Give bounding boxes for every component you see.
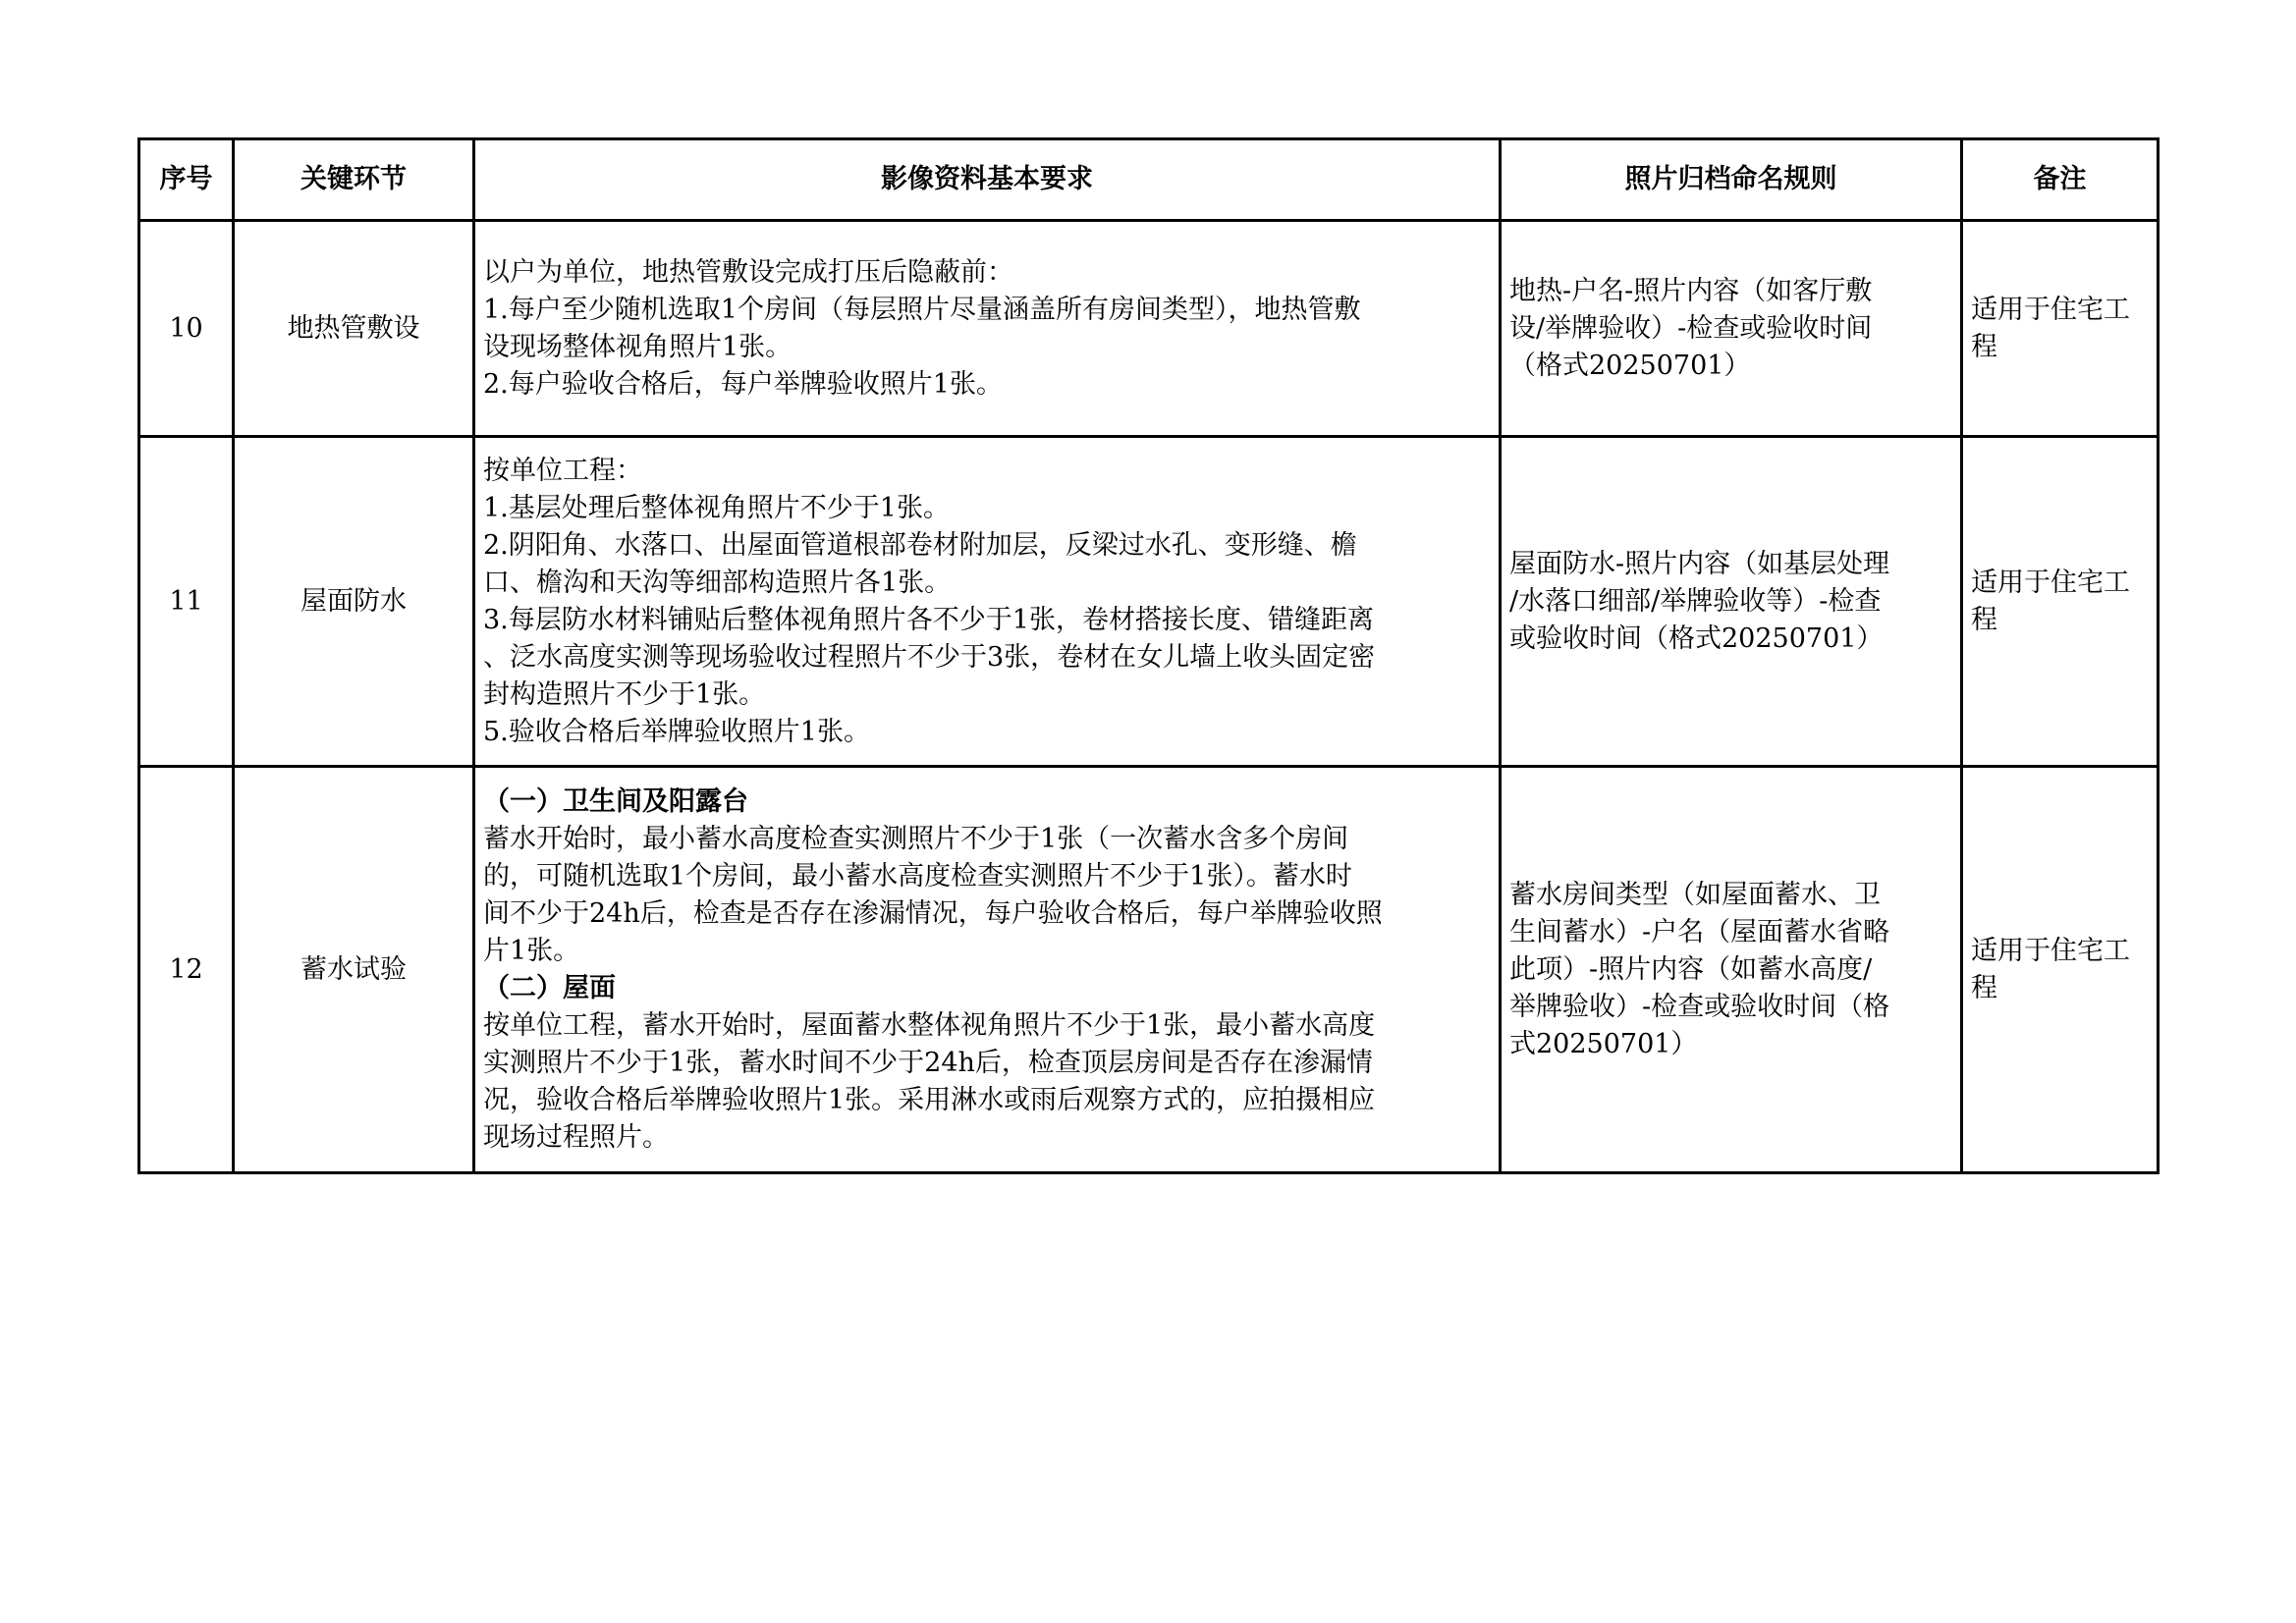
naming-line: 此项）-照片内容（如蓄水高度/ <box>1509 953 1873 985</box>
row-requirements <box>474 221 1501 437</box>
remark-line: 适用于住宅工 <box>1971 294 2130 325</box>
requirement-line: 2.阴阳角、水落口、出屋面管道根部卷材附加层，反梁过水孔、变形缝、檐 <box>483 529 1357 561</box>
requirement-line: 5.验收合格后举牌验收照片1张。 <box>483 716 870 747</box>
naming-line: （格式20250701） <box>1509 350 1751 381</box>
table-row <box>139 767 2159 1173</box>
row-remark <box>1962 767 2159 1173</box>
requirement-line: 设现场整体视角照片1张。 <box>483 331 793 362</box>
requirement-line: 况，验收合格后举牌验收照片1张。采用淋水或雨后观察方式的，应拍摄相应 <box>483 1084 1376 1115</box>
row-remark <box>1962 437 2159 767</box>
remark-line: 适用于住宅工 <box>1971 567 2130 598</box>
row-remark <box>1962 221 2159 437</box>
requirement-line: 2.每户验收合格后，每户举牌验收照片1张。 <box>483 368 1003 400</box>
row-no: 11 <box>139 437 234 767</box>
naming-line: 地热-户名-照片内容（如客厅敷 <box>1509 275 1873 306</box>
row-no: 12 <box>139 767 234 1173</box>
naming-line: 蓄水房间类型（如屋面蓄水、卫 <box>1509 879 1881 910</box>
requirement-line: 间不少于24h后，检查是否存在渗漏情况，每户验收合格后，每户举牌验收照 <box>483 897 1383 929</box>
naming-line: 或验收时间（格式20250701） <box>1509 622 1884 654</box>
naming-line: 生间蓄水）-户名（屋面蓄水省略 <box>1509 916 1890 947</box>
naming-line: 举牌验收）-检查或验收时间（格 <box>1509 991 1890 1022</box>
requirement-line: 蓄水开始时，最小蓄水高度检查实测照片不少于1张（一次蓄水含多个房间 <box>483 823 1349 854</box>
requirement-line: 片1张。 <box>483 935 580 966</box>
requirement-line: 按单位工程： <box>483 455 642 486</box>
remark-line: 程 <box>1971 331 1997 362</box>
row-stage: 地热管敷设 <box>234 221 474 437</box>
requirement-line: 、泛水高度实测等现场验收过程照片不少于3张，卷材在女儿墙上收头固定密 <box>483 641 1376 673</box>
header-remark: 备注 <box>1962 139 2159 221</box>
row-requirements <box>474 767 1501 1173</box>
requirement-line: 实测照片不少于1张，蓄水时间不少于24h后，检查顶层房间是否存在渗漏情 <box>483 1047 1373 1078</box>
row-naming <box>1501 767 1962 1173</box>
naming-line: 设/举牌验收）-检查或验收时间 <box>1509 312 1873 344</box>
row-requirements <box>474 437 1501 767</box>
table-row <box>139 437 2159 767</box>
naming-line: /水落口细部/举牌验收等）-检查 <box>1509 585 1882 617</box>
header-row <box>139 139 2159 221</box>
row-stage: 蓄水试验 <box>234 767 474 1173</box>
subsection-heading: （二）屋面 <box>483 972 616 1003</box>
header-no: 序号 <box>139 139 234 221</box>
row-naming <box>1501 221 1962 437</box>
naming-line: 屋面防水-照片内容（如基层处理 <box>1509 548 1890 579</box>
requirement-line: 口、檐沟和天沟等细部构造照片各1张。 <box>483 567 952 598</box>
remark-line: 程 <box>1971 972 1997 1003</box>
requirement-line: 3.每层防水材料铺贴后整体视角照片各不少于1张，卷材搭接长度、错缝距离 <box>483 604 1374 635</box>
requirement-line: 按单位工程，蓄水开始时，屋面蓄水整体视角照片不少于1张，最小蓄水高度 <box>483 1009 1376 1041</box>
naming-line: 式20250701） <box>1509 1028 1698 1059</box>
table-row <box>139 221 2159 437</box>
row-stage: 屋面防水 <box>234 437 474 767</box>
row-no: 10 <box>139 221 234 437</box>
inspection-table <box>137 137 2159 1174</box>
subsection-heading: （一）卫生间及阳露台 <box>483 785 748 817</box>
header-naming: 照片归档命名规则 <box>1501 139 1962 221</box>
header-stage: 关键环节 <box>234 139 474 221</box>
requirement-line: 1.每户至少随机选取1个房间（每层照片尽量涵盖所有房间类型），地热管敷 <box>483 294 1361 325</box>
row-naming <box>1501 437 1962 767</box>
requirement-line: 以户为单位，地热管敷设完成打压后隐蔽前： <box>483 256 1013 288</box>
remark-line: 适用于住宅工 <box>1971 935 2130 966</box>
requirement-line: 封构造照片不少于1张。 <box>483 678 766 710</box>
remark-line: 程 <box>1971 604 1997 635</box>
header-requirements: 影像资料基本要求 <box>474 139 1501 221</box>
requirement-line: 的，可随机选取1个房间，最小蓄水高度检查实测照片不少于1张）。蓄水时 <box>483 860 1352 892</box>
requirement-line: 现场过程照片。 <box>483 1121 669 1153</box>
requirement-line: 1.基层处理后整体视角照片不少于1张。 <box>483 492 950 523</box>
